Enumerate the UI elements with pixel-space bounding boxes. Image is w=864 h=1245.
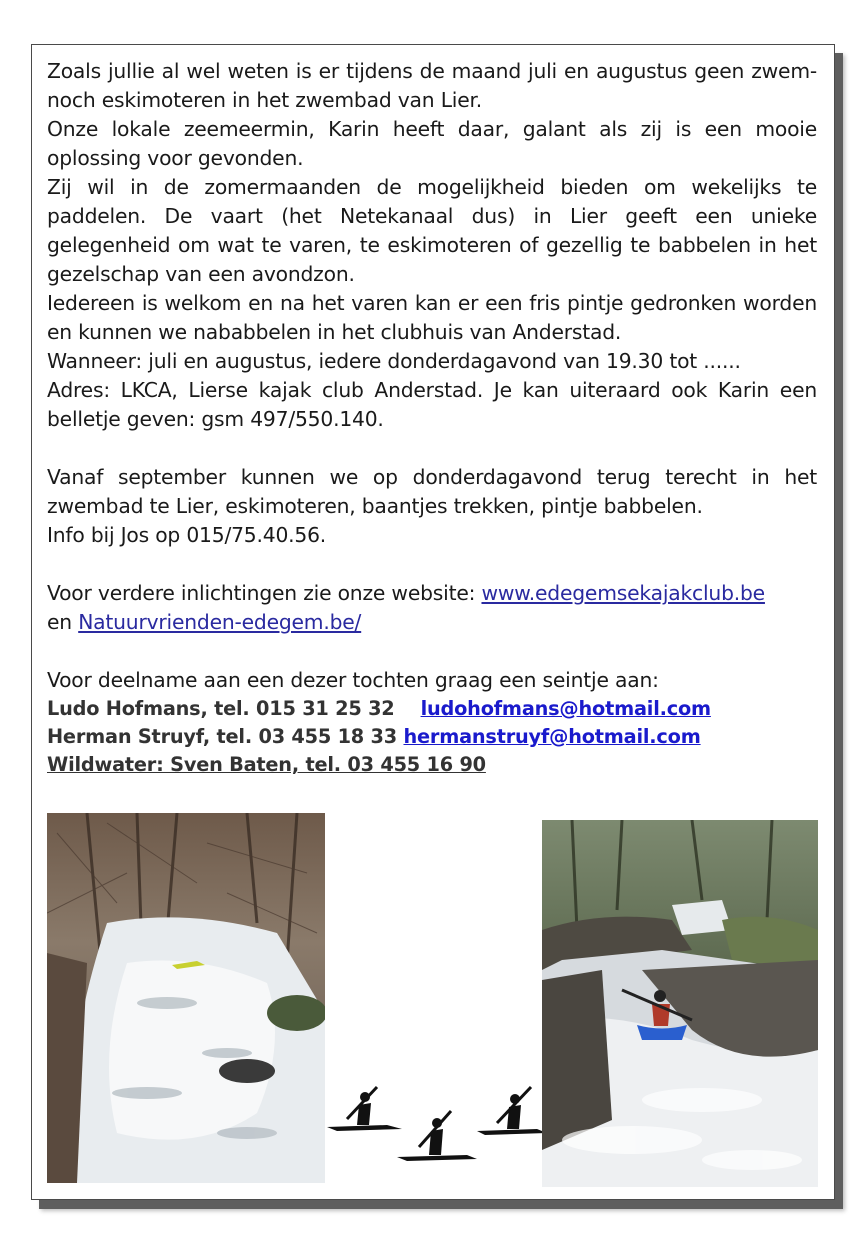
contact-ludo-email[interactable]: ludohofmans@hotmail.com [420,697,711,720]
website-link-edegem[interactable]: www.edegemsekajakclub.be [481,581,765,605]
contact-sven [47,751,817,779]
paragraph-address: Adres: LKCA, Lierse kajak club Anderstad. Je kan uiteraard ook Karin een belletje geven: gsm 497/550.140. [47,378,817,431]
flyer-page [31,44,835,1200]
contact-ludo-text: Ludo Hofmans, tel. 015 31 25 32 [47,697,395,720]
website-line [47,579,817,637]
photo-kayaker-rapids [542,820,818,1187]
paragraph-mermaid: Onze lokale zeemeermin, Karin heeft daar, galant als zij is een mooie oplossing voor gevonden. [47,117,817,170]
body-text [47,57,817,779]
photo-whitewater-forest [47,813,325,1183]
website-prefix: Voor verdere inlichtingen zie onze website: [47,581,482,605]
website-middle: en [47,610,79,634]
contacts-intro: Voor deelname aan een dezer tochten graag een seintje aan: [47,668,659,692]
paragraph-september: Vanaf september kunnen we op donderdagavond terug terecht in het zwembad te Lier, eskimoteren, baantjes trekken, pintje babbelen. [47,465,817,518]
paragraph-paddling: Zij wil in de zomermaanden de mogelijkheid bieden om wekelijks te paddelen. De vaart (het Netekanaal dus) in Lier geeft een unieke gelegenheid om wat te varen, te eskimoteren of gezellig te babbelen in het gezelschap van een avondzon. [47,175,817,286]
contact-ludo [47,695,817,723]
contact-herman-email[interactable]: hermanstruyf@hotmail.com [403,725,701,748]
website-link-natuurvrienden[interactable]: Natuurvrienden-edegem.be/ [78,610,362,634]
contact-herman [47,723,817,751]
paragraph-when: Wanneer: juli en augustus, iedere donderdagavond van 19.30 tot ...... [47,349,741,373]
kayaker-silhouettes [327,1085,547,1185]
contact-sven-text: Wildwater: Sven Baten, tel. 03 455 16 90 [47,753,486,776]
paragraph-no-swimming: Zoals jullie al wel weten is er tijdens de maand juli en augustus geen zwem- noch eskimoteren in het zwembad van Lier. [47,59,817,112]
contact-herman-text: Herman Struyf, tel. 03 455 18 33 [47,725,397,748]
paragraph-welcome: Iedereen is welkom en na het varen kan er een fris pintje gedronken worden en kunnen we nababbelen in het clubhuis van Anderstad. [47,291,817,344]
paragraph-info-jos: Info bij Jos op 015/75.40.56. [47,523,327,547]
